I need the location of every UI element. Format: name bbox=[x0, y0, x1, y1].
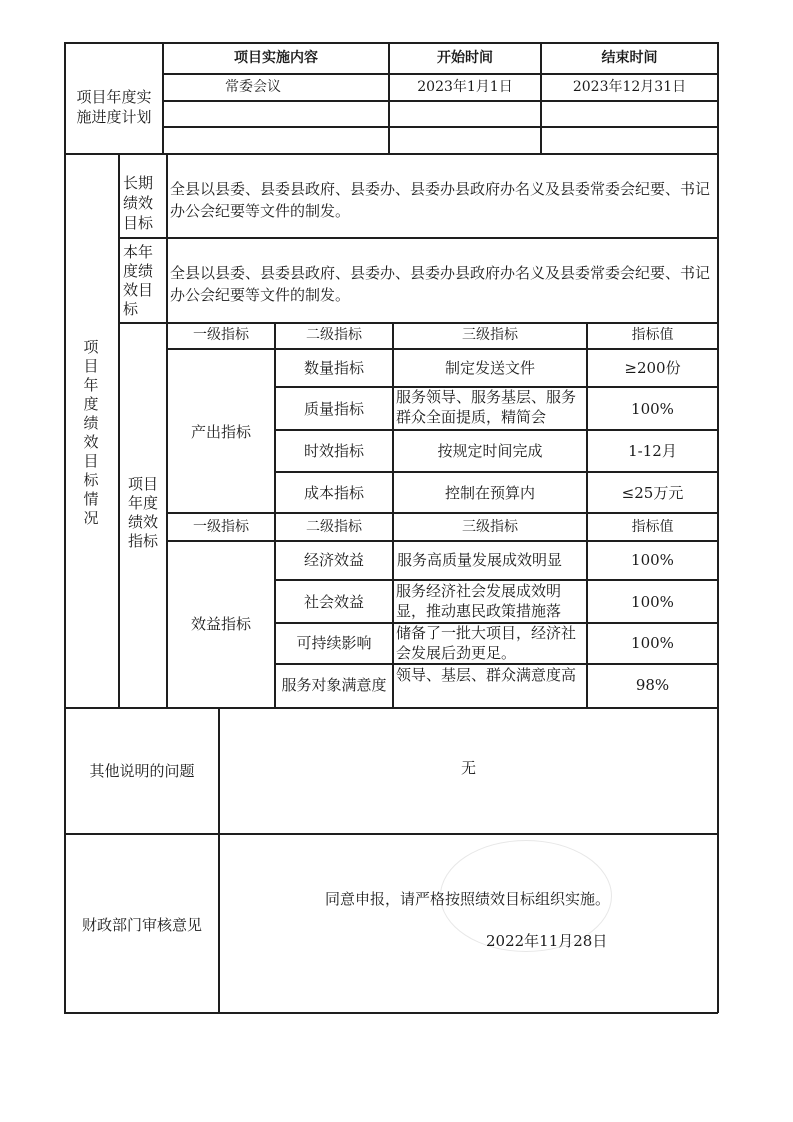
out-row-line-2 bbox=[274, 429, 718, 431]
benefit-level2-1: 经济效益 bbox=[303, 551, 364, 569]
goals-bottom-line bbox=[64, 707, 718, 709]
ind-header2-level2: 二级指标 bbox=[306, 519, 362, 535]
bottom-label-divider bbox=[218, 707, 220, 1013]
output-value-4: ≤25万元 bbox=[621, 484, 684, 502]
output-value-3: 1-12月 bbox=[628, 442, 677, 460]
output-value-2: 100% bbox=[631, 400, 674, 418]
plan-header-end: 结束时间 bbox=[601, 50, 658, 66]
ind-header2-line bbox=[166, 540, 718, 542]
other-bottom-line bbox=[64, 833, 718, 835]
ind-header2-level1: 一级指标 bbox=[193, 519, 249, 535]
annual-label: 本年度绩效目标 bbox=[123, 243, 154, 318]
longterm-label: 长期绩效目标 bbox=[123, 174, 154, 232]
plan-row-line-1 bbox=[162, 100, 718, 102]
plan-header-content: 项目实施内容 bbox=[234, 50, 318, 66]
output-level2-1: 数量指标 bbox=[303, 359, 364, 377]
finance-date: 2022年11月28日 bbox=[486, 932, 608, 950]
plan-row-line-2 bbox=[162, 126, 718, 128]
benefit-level2-4: 服务对象满意度 bbox=[281, 676, 387, 694]
ind-header-level1: 一级指标 bbox=[193, 327, 249, 343]
goals-section-label: 项目年度绩效目标情况 bbox=[83, 338, 99, 527]
output-level2-2: 质量指标 bbox=[303, 400, 364, 418]
benefit-level1: 效益指标 bbox=[190, 615, 251, 633]
output-value-1: ≥200份 bbox=[624, 359, 681, 377]
plan-row-start: 2023年1月1日 bbox=[417, 79, 513, 95]
ind-header-value: 指标值 bbox=[631, 327, 674, 343]
other-label: 其他说明的问题 bbox=[89, 762, 195, 780]
annual-text: 全县以县委、县委县政府、县委办、县委办县政府办名义及县委常委会纪要、书记办公会纪要等文件的制发。 bbox=[170, 264, 711, 304]
goals-label-divider bbox=[118, 153, 120, 708]
out-row-line-3 bbox=[274, 471, 718, 473]
output-level3-3: 按规定时间完成 bbox=[437, 442, 543, 460]
ind-header2-level3: 三级指标 bbox=[462, 519, 518, 535]
ind-col-divider-2 bbox=[392, 322, 394, 708]
benefit-level3-3: 储备了一批大项目，经济社会发展后劲更足。 bbox=[396, 624, 577, 662]
table-border-left bbox=[64, 42, 66, 1013]
annual-bottom-line bbox=[118, 322, 718, 324]
benefit-value-1: 100% bbox=[631, 551, 674, 569]
longterm-bottom-line bbox=[118, 237, 718, 239]
plan-label: 项目年度实施进度计划 bbox=[76, 88, 152, 126]
plan-row-end: 2023年12月31日 bbox=[572, 79, 687, 95]
output-level2-3: 时效指标 bbox=[303, 442, 364, 460]
benefit-level2-3: 可持续影响 bbox=[296, 634, 372, 652]
table-border-bottom bbox=[64, 1012, 718, 1014]
out-bottom-line bbox=[166, 512, 718, 514]
output-level3-4: 控制在预算内 bbox=[444, 484, 535, 502]
output-level3-1: 制定发送文件 bbox=[444, 359, 535, 377]
output-level1: 产出指标 bbox=[190, 423, 251, 441]
longterm-text: 全县以县委、县委县政府、县委办、县委办县政府办名义及县委常委会纪要、书记办公会纪要等文件的制发。 bbox=[170, 180, 711, 220]
benefit-level3-4: 领导、基层、群众满意度高 bbox=[396, 666, 577, 684]
plan-header-start: 开始时间 bbox=[437, 50, 493, 66]
benefit-value-2: 100% bbox=[631, 593, 674, 611]
benefit-level2-2: 社会效益 bbox=[303, 593, 364, 611]
benefit-level3-2: 服务经济社会发展成效明显，推动惠民政策措施落 bbox=[396, 582, 562, 620]
benefit-value-4: 98% bbox=[635, 676, 670, 694]
indicator-label: 项目年度绩效指标 bbox=[127, 475, 158, 550]
plan-header-line bbox=[162, 73, 718, 75]
finance-opinion: 同意申报，请严格按照绩效目标组织实施。 bbox=[325, 890, 611, 908]
ind-header-level2: 二级指标 bbox=[306, 327, 362, 343]
finance-label: 财政部门审核意见 bbox=[81, 916, 202, 934]
benefit-value-3: 100% bbox=[631, 634, 674, 652]
ind-header-level3: 三级指标 bbox=[462, 327, 518, 343]
ind-header-line bbox=[166, 348, 718, 350]
ind-header2-value: 指标值 bbox=[631, 519, 674, 535]
output-level2-4: 成本指标 bbox=[303, 484, 364, 502]
table-border-right bbox=[717, 42, 719, 1013]
other-value: 无 bbox=[460, 759, 476, 777]
plan-row-content: 常委会议 bbox=[225, 79, 281, 95]
output-level3-2: 服务领导、服务基层、服务群众全面提质，精简会 bbox=[396, 388, 577, 426]
benefit-level3-1: 服务高质量发展成效明显 bbox=[397, 551, 563, 569]
